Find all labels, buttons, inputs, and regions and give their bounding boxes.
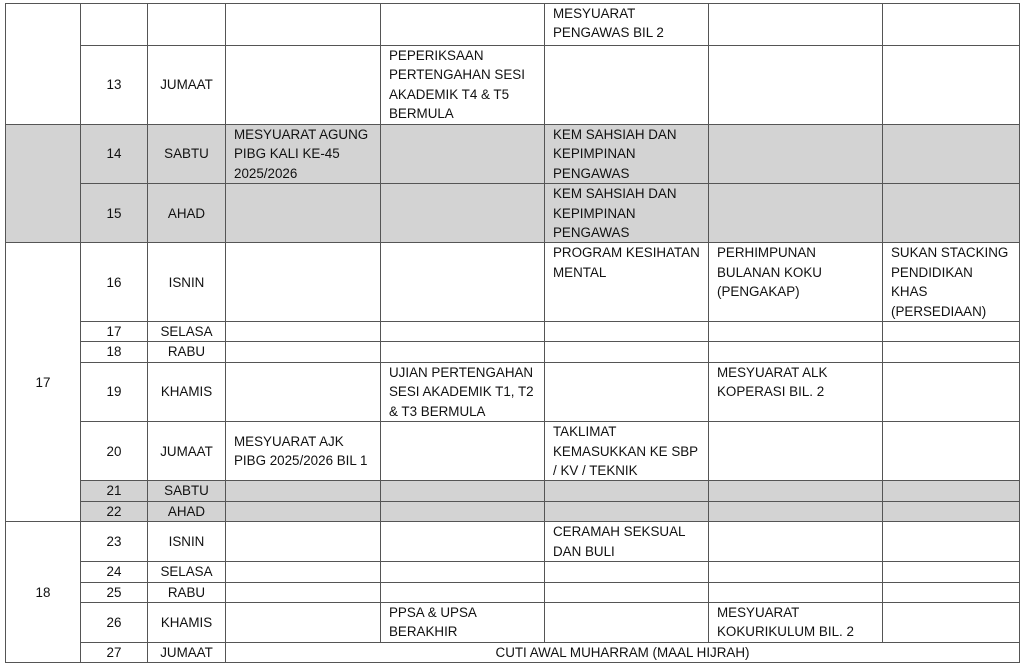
day-cell: KHAMIS bbox=[148, 602, 226, 642]
table-row bbox=[6, 582, 1020, 602]
date-cell: 23 bbox=[81, 522, 148, 562]
event-cell: MESYUARAT AGUNG PIBG KALI KE-45 2025/2026 bbox=[226, 125, 381, 184]
event-cell bbox=[226, 46, 381, 125]
table-row bbox=[6, 322, 1020, 342]
event-cell bbox=[883, 501, 1020, 521]
event-cell: UJIAN PERTENGAHAN SESI AKADEMIK T1, T2 & T3 BERMULA bbox=[381, 362, 545, 421]
event-cell bbox=[545, 342, 709, 362]
table-row bbox=[6, 46, 1020, 125]
event-cell bbox=[226, 562, 381, 582]
date-cell: 13 bbox=[81, 46, 148, 125]
date-cell: 15 bbox=[81, 184, 148, 243]
date-cell: 19 bbox=[81, 362, 148, 421]
event-cell bbox=[545, 562, 709, 582]
event-cell bbox=[381, 422, 545, 481]
event-cell bbox=[226, 602, 381, 642]
event-cell bbox=[226, 322, 381, 342]
event-cell bbox=[883, 481, 1020, 501]
event-cell bbox=[226, 522, 381, 562]
event-cell bbox=[226, 481, 381, 501]
event-cell bbox=[709, 342, 883, 362]
event-cell bbox=[381, 125, 545, 184]
date-cell: 24 bbox=[81, 562, 148, 582]
day-cell: SELASA bbox=[148, 562, 226, 582]
day-cell: RABU bbox=[148, 342, 226, 362]
week-cell: 17 bbox=[6, 243, 81, 522]
event-cell bbox=[709, 582, 883, 602]
date-cell: 14 bbox=[81, 125, 148, 184]
day-cell: JUMAAT bbox=[148, 46, 226, 125]
table-row bbox=[6, 362, 1020, 421]
event-cell: KEM SAHSIAH DAN KEPIMPINAN PENGAWAS bbox=[545, 184, 709, 243]
table-row bbox=[6, 642, 1020, 662]
event-cell: SUKAN STACKING PENDIDIKAN KHAS (PERSEDIAAN) bbox=[883, 243, 1020, 322]
event-cell bbox=[709, 522, 883, 562]
event-cell bbox=[709, 125, 883, 184]
day-cell: JUMAAT bbox=[148, 642, 226, 662]
event-cell: MESYUARAT PENGAWAS BIL 2 bbox=[545, 4, 709, 46]
day-cell: SABTU bbox=[148, 481, 226, 501]
event-cell bbox=[381, 184, 545, 243]
date-cell: 27 bbox=[81, 642, 148, 662]
event-cell bbox=[226, 184, 381, 243]
event-cell bbox=[883, 4, 1020, 46]
event-cell bbox=[883, 184, 1020, 243]
event-cell bbox=[381, 501, 545, 521]
table-row bbox=[6, 481, 1020, 501]
table-row bbox=[6, 4, 1020, 46]
event-cell bbox=[226, 4, 381, 46]
event-cell bbox=[709, 481, 883, 501]
date-cell: 26 bbox=[81, 602, 148, 642]
event-cell bbox=[545, 322, 709, 342]
table-row bbox=[6, 125, 1020, 184]
day-cell bbox=[148, 4, 226, 46]
date-cell: 21 bbox=[81, 481, 148, 501]
event-cell bbox=[381, 582, 545, 602]
event-cell bbox=[226, 362, 381, 421]
event-cell bbox=[226, 342, 381, 362]
event-cell bbox=[709, 4, 883, 46]
week-cell bbox=[6, 125, 81, 243]
event-cell: TAKLIMAT KEMASUKKAN KE SBP / KV / TEKNIK bbox=[545, 422, 709, 481]
event-cell bbox=[226, 582, 381, 602]
event-cell: PPSA & UPSA BERAKHIR bbox=[381, 602, 545, 642]
day-cell: AHAD bbox=[148, 184, 226, 243]
event-cell bbox=[545, 481, 709, 501]
event-cell bbox=[545, 46, 709, 125]
event-cell: MESYUARAT ALK KOPERASI BIL. 2 bbox=[709, 362, 883, 421]
day-cell: JUMAAT bbox=[148, 422, 226, 481]
event-cell: CERAMAH SEKSUAL DAN BULI bbox=[545, 522, 709, 562]
event-cell: KEM SAHSIAH DAN KEPIMPINAN PENGAWAS bbox=[545, 125, 709, 184]
table-row bbox=[6, 342, 1020, 362]
day-cell: SABTU bbox=[148, 125, 226, 184]
event-cell bbox=[381, 322, 545, 342]
week-cell: 18 bbox=[6, 522, 81, 663]
event-cell bbox=[883, 602, 1020, 642]
event-cell bbox=[381, 342, 545, 362]
event-cell bbox=[381, 481, 545, 501]
table-row bbox=[6, 422, 1020, 481]
day-cell: AHAD bbox=[148, 501, 226, 521]
date-cell: 22 bbox=[81, 501, 148, 521]
table-row bbox=[6, 243, 1020, 322]
event-cell bbox=[883, 342, 1020, 362]
event-cell: PERHIMPUNAN BULANAN KOKU (PENGAKAP) bbox=[709, 243, 883, 322]
event-cell: PROGRAM KESIHATAN MENTAL bbox=[545, 243, 709, 322]
table-row bbox=[6, 501, 1020, 521]
event-cell bbox=[709, 422, 883, 481]
event-cell bbox=[226, 501, 381, 521]
event-cell bbox=[883, 522, 1020, 562]
event-cell: PEPERIKSAAN PERTENGAHAN SESI AKADEMIK T4 & T5 BERMULA bbox=[381, 46, 545, 125]
event-cell bbox=[709, 322, 883, 342]
week-cell bbox=[6, 4, 81, 125]
date-cell: 25 bbox=[81, 582, 148, 602]
event-cell bbox=[381, 4, 545, 46]
event-cell bbox=[545, 501, 709, 521]
event-cell bbox=[883, 322, 1020, 342]
event-cell bbox=[381, 562, 545, 582]
holiday-cell: CUTI AWAL MUHARRAM (MAAL HIJRAH) bbox=[226, 642, 1020, 662]
event-cell bbox=[709, 562, 883, 582]
table-row bbox=[6, 602, 1020, 642]
event-cell bbox=[381, 243, 545, 322]
date-cell: 16 bbox=[81, 243, 148, 322]
event-cell bbox=[381, 522, 545, 562]
event-cell bbox=[883, 422, 1020, 481]
day-cell: ISNIN bbox=[148, 243, 226, 322]
event-cell: MESYUARAT KOKURIKULUM BIL. 2 bbox=[709, 602, 883, 642]
event-cell bbox=[709, 46, 883, 125]
event-cell bbox=[883, 125, 1020, 184]
event-cell bbox=[545, 602, 709, 642]
table-row bbox=[6, 562, 1020, 582]
table-row bbox=[6, 522, 1020, 562]
date-cell: 18 bbox=[81, 342, 148, 362]
date-cell: 20 bbox=[81, 422, 148, 481]
day-cell: RABU bbox=[148, 582, 226, 602]
event-cell bbox=[545, 582, 709, 602]
table-row bbox=[6, 184, 1020, 243]
day-cell: SELASA bbox=[148, 322, 226, 342]
event-cell bbox=[883, 362, 1020, 421]
date-cell bbox=[81, 4, 148, 46]
calendar-table bbox=[5, 3, 1020, 663]
event-cell bbox=[709, 184, 883, 243]
event-cell bbox=[883, 46, 1020, 125]
event-cell: MESYUARAT AJK PIBG 2025/2026 BIL 1 bbox=[226, 422, 381, 481]
event-cell bbox=[883, 562, 1020, 582]
date-cell: 17 bbox=[81, 322, 148, 342]
day-cell: ISNIN bbox=[148, 522, 226, 562]
event-cell bbox=[226, 243, 381, 322]
event-cell bbox=[883, 582, 1020, 602]
event-cell bbox=[545, 362, 709, 421]
event-cell bbox=[709, 501, 883, 521]
day-cell: KHAMIS bbox=[148, 362, 226, 421]
